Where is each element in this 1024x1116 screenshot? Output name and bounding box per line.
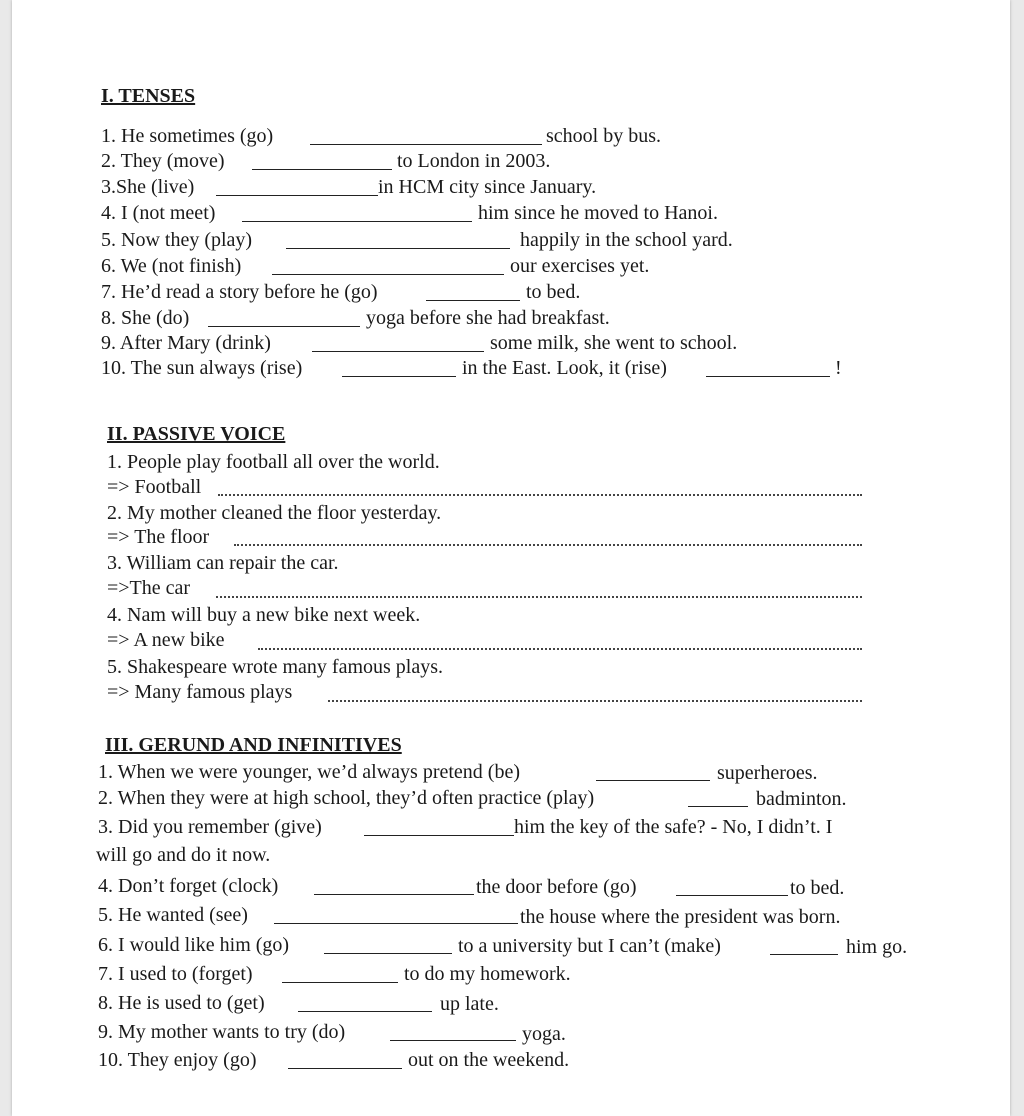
gerund-item-9-blank[interactable]: [390, 1022, 516, 1041]
gerund-item-5-blank[interactable]: [274, 905, 518, 924]
passive-item-5-question: 5. Shakespeare wrote many famous plays.: [107, 656, 444, 678]
tenses-item-10-rest: in the East. Look, it (rise): [462, 357, 667, 379]
tenses-item-5-rest: happily in the school yard.: [520, 229, 733, 251]
tenses-item-3-blank[interactable]: [216, 177, 378, 196]
tenses-item-2-prompt: 2. They (move): [101, 150, 225, 172]
passive-item-2-answer: => The floor: [107, 526, 210, 548]
section-heading-passive: II. PASSIVE VOICE: [107, 423, 286, 445]
tenses-item-7-prompt: 7. He’d read a story before he (go): [101, 281, 378, 303]
gerund-item-6-blank-1[interactable]: [324, 935, 452, 954]
tenses-item-10-blank-2[interactable]: [706, 358, 830, 377]
gerund-item-7-rest: to do my homework.: [404, 963, 571, 985]
gerund-item-5-rest: the house where the president was born.: [520, 906, 841, 928]
gerund-item-4-blank-1[interactable]: [314, 876, 474, 895]
gerund-item-9-rest: yoga.: [522, 1023, 566, 1045]
passive-item-5-answer: => Many famous plays: [107, 681, 293, 703]
gerund-item-3-prompt: 3. Did you remember (give): [98, 816, 322, 838]
tenses-item-8-rest: yoga before she had breakfast.: [366, 307, 610, 329]
passive-item-4-line[interactable]: [258, 648, 862, 650]
section-heading-gerund: III. GERUND AND INFINITIVES: [105, 734, 402, 756]
gerund-item-3-blank[interactable]: [364, 817, 514, 836]
gerund-item-6-rest: to a university but I can’t (make): [458, 935, 721, 957]
passive-item-2-question: 2. My mother cleaned the floor yesterday.: [107, 502, 442, 524]
tenses-item-3-prompt: 3.She (live): [101, 176, 195, 198]
gerund-item-4-rest: the door before (go): [476, 876, 637, 898]
tenses-item-8-prompt: 8. She (do): [101, 307, 190, 329]
passive-item-1-question: 1. People play football all over the world.: [107, 451, 440, 473]
gerund-item-4-end: to bed.: [790, 877, 845, 899]
tenses-item-5-prompt: 5. Now they (play): [101, 229, 253, 251]
tenses-item-7-rest: to bed.: [526, 281, 581, 303]
tenses-item-10-blank-1[interactable]: [342, 358, 456, 377]
gerund-item-8-prompt: 8. He is used to (get): [98, 992, 265, 1014]
tenses-item-9-rest: some milk, she went to school.: [490, 332, 738, 354]
gerund-item-6-prompt: 6. I would like him (go): [98, 934, 290, 956]
tenses-item-1-prompt: 1. He sometimes (go): [101, 125, 274, 147]
tenses-item-2-blank[interactable]: [252, 151, 392, 170]
tenses-item-8-blank[interactable]: [208, 308, 360, 327]
gerund-item-1-blank[interactable]: [596, 762, 710, 781]
tenses-item-6-rest: our exercises yet.: [510, 255, 650, 277]
gerund-item-6-end: him go.: [846, 936, 908, 958]
section-heading-tenses: I. TENSES: [101, 85, 196, 107]
tenses-item-1-blank[interactable]: [310, 126, 542, 145]
gerund-item-10-prompt: 10. They enjoy (go): [98, 1049, 257, 1071]
gerund-item-3-rest: him the key of the safe? - No, I didn’t. I: [514, 816, 833, 838]
gerund-item-6-blank-2[interactable]: [770, 936, 838, 955]
gerund-item-10-blank[interactable]: [288, 1050, 402, 1069]
gerund-item-4-prompt: 4. Don’t forget (clock): [98, 875, 279, 897]
gerund-item-2-prompt: 2. When they were at high school, they’d often practice (play): [98, 787, 595, 809]
gerund-item-8-rest: up late.: [440, 993, 499, 1015]
gerund-item-8-blank[interactable]: [298, 993, 432, 1012]
passive-item-2-line[interactable]: [234, 544, 862, 546]
gerund-item-4-blank-2[interactable]: [676, 877, 788, 896]
passive-item-3-question: 3. William can repair the car.: [107, 552, 339, 574]
tenses-item-5-blank[interactable]: [286, 230, 510, 249]
tenses-item-6-prompt: 6. We (not finish): [101, 255, 242, 277]
tenses-item-10-end: !: [835, 357, 842, 379]
tenses-item-1-rest: school by bus.: [546, 125, 661, 147]
tenses-item-3-rest: in HCM city since January.: [378, 176, 597, 198]
tenses-item-6-blank[interactable]: [272, 256, 504, 275]
passive-item-1-line[interactable]: [218, 494, 862, 496]
gerund-item-10-rest: out on the weekend.: [408, 1049, 570, 1071]
tenses-item-4-rest: him since he moved to Hanoi.: [478, 202, 718, 224]
tenses-item-10-prompt: 10. The sun always (rise): [101, 357, 303, 379]
gerund-item-1-prompt: 1. When we were younger, we’d always pretend (be): [98, 761, 520, 783]
passive-item-3-line[interactable]: [216, 596, 862, 598]
passive-item-1-answer: => Football: [107, 476, 202, 498]
worksheet-page: [12, 0, 1010, 1116]
passive-item-4-question: 4. Nam will buy a new bike next week.: [107, 604, 421, 626]
tenses-item-4-blank[interactable]: [242, 203, 472, 222]
passive-item-4-answer: => A new bike: [107, 629, 225, 651]
gerund-item-7-prompt: 7. I used to (forget): [98, 963, 253, 985]
gerund-item-7-blank[interactable]: [282, 964, 398, 983]
gerund-item-1-rest: superheroes.: [717, 762, 818, 784]
tenses-item-7-blank[interactable]: [426, 282, 520, 301]
tenses-item-2-rest: to London in 2003.: [397, 150, 551, 172]
gerund-item-5-prompt: 5. He wanted (see): [98, 904, 248, 926]
gerund-item-9-prompt: 9. My mother wants to try (do): [98, 1021, 346, 1043]
gerund-item-2-blank[interactable]: [688, 788, 748, 807]
gerund-item-3-continuation: will go and do it now.: [96, 844, 271, 866]
tenses-item-4-prompt: 4. I (not meet): [101, 202, 216, 224]
gerund-item-2-rest: badminton.: [756, 788, 847, 810]
passive-item-3-answer: =>The car: [107, 577, 191, 599]
passive-item-5-line[interactable]: [328, 700, 862, 702]
tenses-item-9-prompt: 9. After Mary (drink): [101, 332, 271, 354]
tenses-item-9-blank[interactable]: [312, 333, 484, 352]
